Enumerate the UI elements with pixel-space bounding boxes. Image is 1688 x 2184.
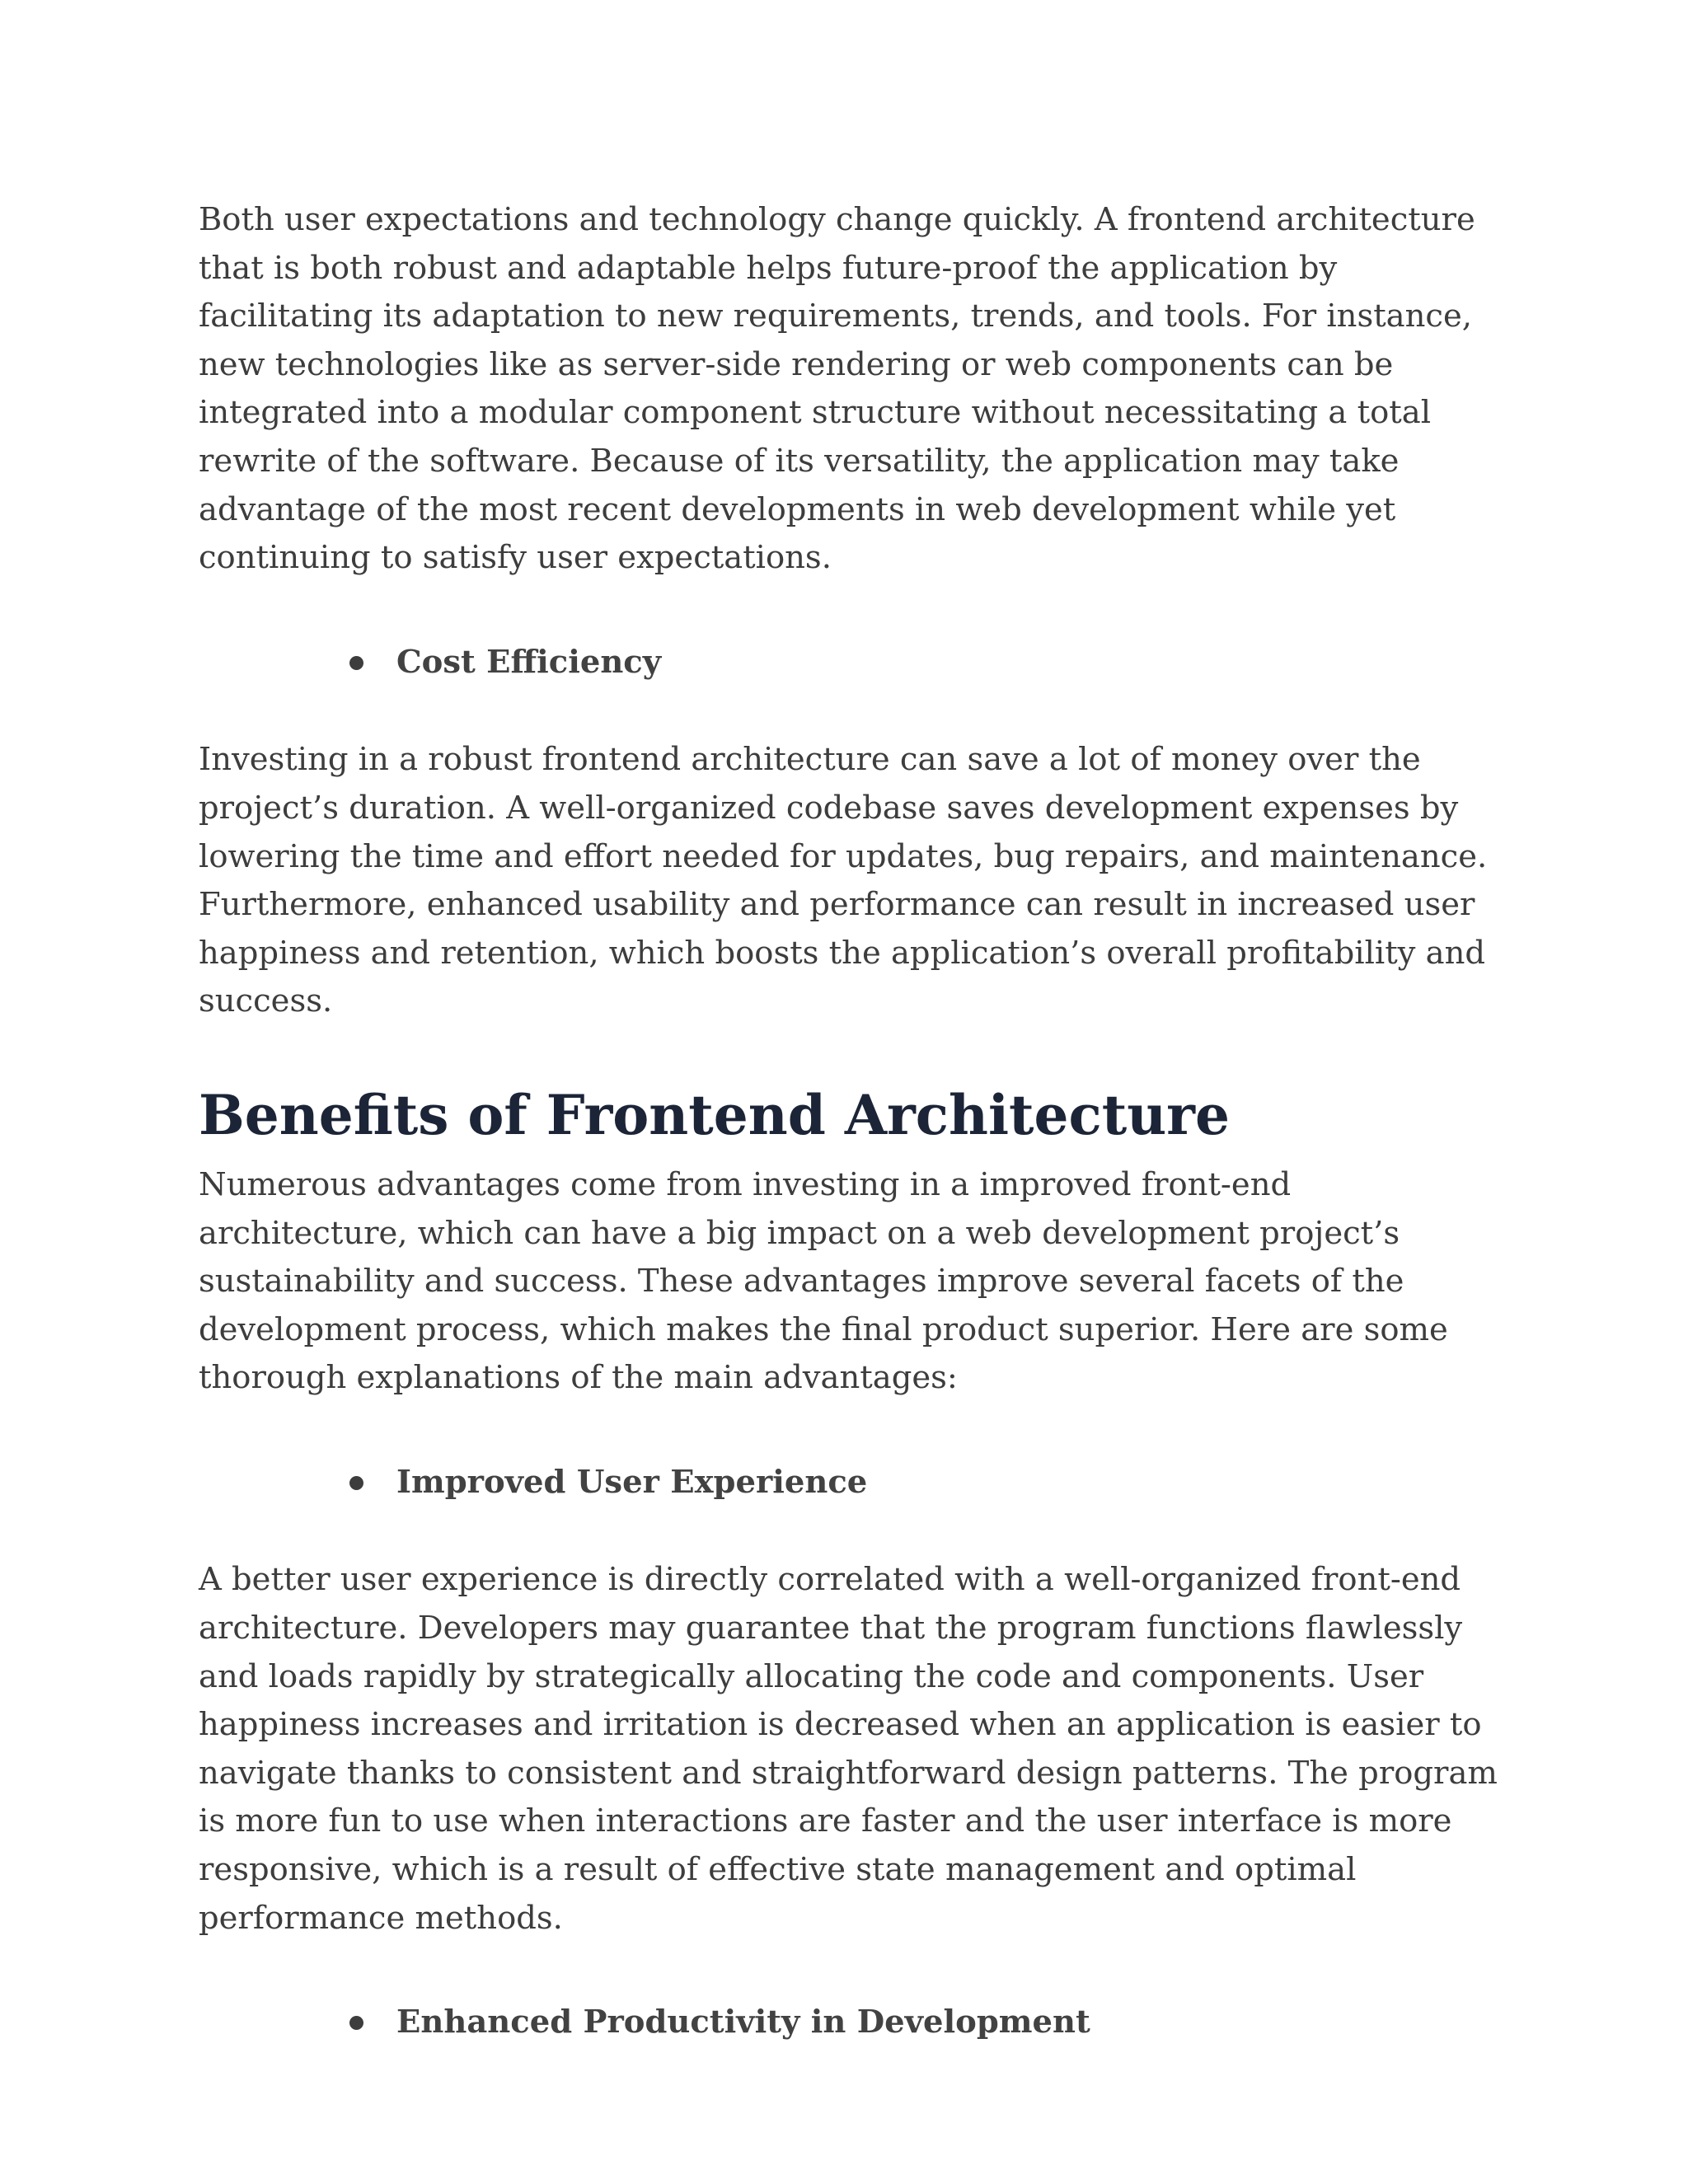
paragraph-benefits-intro: Numerous advantages come from investing in a improved front-end architecture, which can have a big impact on a web development project’s sustainability and success. These advantages improve several facets of the development process, which makes the final product superior. Here are some thorough explanations of the main advantages:: [199, 1165, 1448, 1397]
paragraph-future-proofing: Both user expectations and technology change quickly. A frontend architecture that is both robust and adaptable helps future-proof the application by facilitating its adaptation to new requirements, trends, and tools. For instance, new technologies like as server-side rendering or web components can be integrated into a modular component structure without necessitating a total rewrite of the software. Because of its versatility, the application may take advantage of the most recent developments in web development while yet continuing to satisfy user expectations.: [199, 201, 1475, 577]
document-body: [199, 196, 1501, 2047]
paragraph-user-experience: A better user experience is directly correlated with a well-organized front-end architecture. Developers may guarantee that the program functions flawlessly and loads rapidly by strategically allocating the code and components. User happiness increases and irritation is decreased when an application is easier to navigate thanks to consistent and straightforward design patterns. The program is more fun to use when interactions are faster and the user interface is more responsive, which is a result of effective state management and optimal performance methods.: [199, 1561, 1498, 1937]
bullet-item-improved-user-experience: [199, 1459, 1501, 1507]
paragraph-cost-efficiency: Investing in a robust frontend architecture can save a lot of money over the project’s duration. A well-organized codebase saves development expenses by lowering the time and effort needed for updates, bug repairs, and maintenance. Furthermore, enhanced usability and performance can result in increased user happiness and retention, which boosts the application’s overall profitability and success.: [199, 741, 1488, 1020]
bullet-dot-icon: [349, 656, 363, 670]
bullet-dot-icon: [349, 2016, 363, 2030]
bullet-item-enhanced-productivity: [199, 1999, 1501, 2047]
section-heading: Benefits of Frontend Architecture: [199, 1082, 1230, 1147]
bullet-label: Improved User Experience: [396, 1463, 868, 1501]
bullet-label: Enhanced Productivity in Development: [396, 2004, 1090, 2041]
bullet-item-cost-efficiency: [199, 639, 1501, 687]
bullet-label: Cost Efficiency: [396, 643, 662, 681]
bullet-dot-icon: [349, 1476, 363, 1490]
